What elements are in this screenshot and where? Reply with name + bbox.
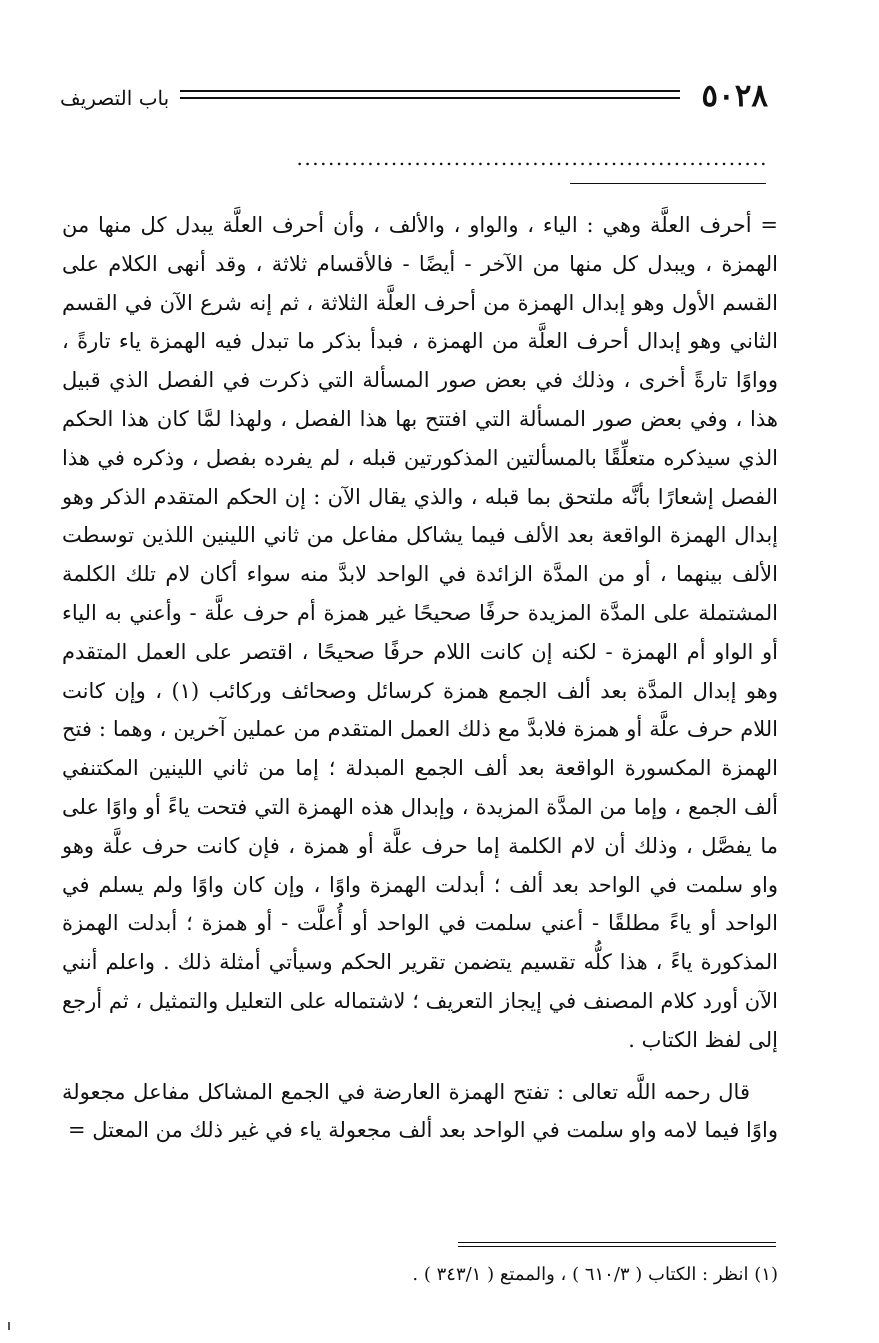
- footnote-rule: [458, 1242, 776, 1247]
- main-text: [62, 206, 778, 1150]
- footnote: (١) انظر : الكتاب ( ٦١٠/٣ ) ، والممتع ( ٣٤٣/١ ) .: [412, 1264, 778, 1285]
- paragraph-quote: قال رحمه اللَّه تعالى : تفتح الهمزة العارضة في الجمع المشاكل مفاعل مجعولة واوًا فيما لامه واو سلمت في الواحد بعد ألف مجعولة ياء في غير ذلك من المعتل =: [62, 1079, 778, 1143]
- page-number: ٥٠٢٨: [701, 78, 768, 114]
- separator-rule: [570, 183, 766, 184]
- scan-mark: [8, 1322, 10, 1330]
- header-double-rule: [180, 90, 680, 99]
- paragraph-commentary: = أحرف العلَّة وهي : الياء ، والواو ، والألف ، وأن أحرف العلَّة يبدل كل منها من الهمزة ، ويبدل كل منها من الآخر - أيضًا - فالأقسام ثلاثة ، وقد أنهى الكلام على القسم الأول وهو إبدال الهمزة من أحرف العلَّة الثلاثة ، ثم إنه شرع الآن في القسم الثاني وهو إبدال أحرف العلَّة من الهمزة ، فبدأ بذكر ما تبدل فيه الهمزة ياء تارةً ، وواوًا تارةً أخرى ، وذلك في بعض صور المسألة التي ذكرت في الفصل الذي قبيل هذا ، وفي بعض صور المسألة التي افتتح بها هذا الفصل ، ولهذا لمَّا كان هذا الحكم الذي سيذكره متعلِّقًا بالمسألتين المذكورتين قبله ، لم يفرده بفصل ، وذكره في هذا الفصل إشعارًا بأنَّه ملتحق بما قبله ، والذي يقال الآن : إن الحكم المتقدم الذكر وهو إبدال الهمزة الواقعة بعد الألف فيما يشاكل مفاعل من ثاني اللينين اللذين توسطت الألف بينهما ، أو من المدَّة الزائدة في الواحد لابدَّ منه سواء أكان لام تلك الكلمة المشتملة على المدَّة المزيدة حرفًا صحيحًا غير همزة أم حرف علَّة - وأعني به الياء أو الواو أم الهمزة - لكنه إن كانت اللام حرفًا صحيحًا ، اقتصر على العمل المتقدم وهو إبدال المدَّة بعد ألف الجمع همزة كرسائل وصحائف وركائب (١) ، وإن كانت اللام حرف علَّة أو همزة فلابدَّ مع ذلك العمل المتقدم من عملين آخرين ، وهما : فتح الهمزة المكسورة الواقعة بعد ألف الجمع المبدلة ؛ إما من ثاني اللينين المكتنفي ألف الجمع ، وإما من المدَّة المزيدة ، وإبدال هذه الهمزة التي فتحت ياءً أو واوًا على ما يفصَّل ، وذلك أن لام الكلمة إما حرف علَّة أو همزة ، فإن كانت حرف علَّة وهو واو سلمت في الواحد بعد ألف ؛ أبدلت الهمزة واوًا ، وإن كان واوًا ولم يسلم في الواحد أو ياءً مطلقًا - أعني سلمت في الواحد أو أُعلَّت - أو همزة ؛ أبدلت الهمزة المذكورة ياءً ، هذا كلُّه تقسيم يتضمن تقرير الحكم وسيأتي أمثلة ذلك . واعلم أنني الآن أورد كلام المصنف في إيجاز التعريف ؛ لاشتماله على التعليل والتمثيل ، ثم أرجع إلى لفظ الكتاب .: [62, 213, 778, 1052]
- dotted-separator: ............................................................: [296, 146, 768, 170]
- page-header: [60, 76, 768, 116]
- chapter-title: باب التصريف: [60, 86, 170, 110]
